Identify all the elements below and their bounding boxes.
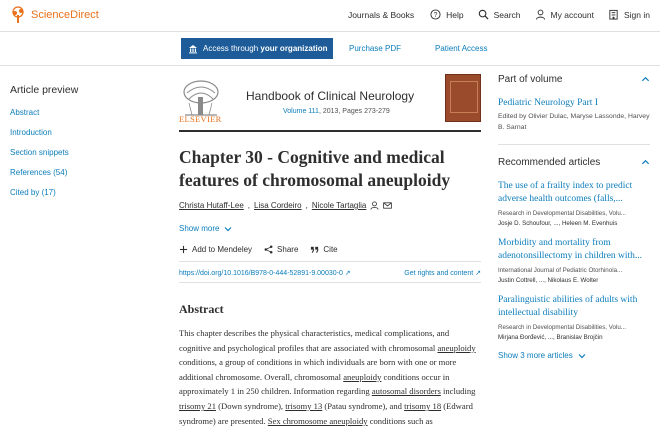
show-more-articles-label: Show 3 more articles xyxy=(498,351,573,360)
access-bar xyxy=(0,32,660,66)
journal-cover-image[interactable] xyxy=(445,74,481,122)
purchase-pdf-link[interactable]: Purchase PDF xyxy=(349,44,402,53)
nav-abstract[interactable]: Abstract xyxy=(10,108,40,117)
doi-link[interactable] xyxy=(179,269,351,277)
my-account-link[interactable] xyxy=(535,9,594,20)
author-name[interactable]: Nicole Tartaglia xyxy=(311,201,367,210)
recommended-title-link[interactable]: Paralinguistic abilities of adults with intellectual disability xyxy=(498,295,638,318)
volume-info xyxy=(283,108,390,115)
help-icon xyxy=(430,9,441,20)
plus-icon xyxy=(179,245,188,254)
cite-label: Cite xyxy=(323,245,338,254)
person-icon xyxy=(535,9,546,20)
nav-introduction[interactable]: Introduction xyxy=(10,128,52,137)
chevron-down-icon xyxy=(578,352,586,360)
recommended-journal: Research in Developmental Disabilities, Volu... xyxy=(498,210,626,217)
author-separator: , xyxy=(305,201,308,210)
nav-cited-by[interactable]: Cited by (17) xyxy=(10,188,56,197)
nav-section-snippets[interactable]: Section snippets xyxy=(10,148,69,157)
author-name[interactable]: Christa Hutaff-Lee xyxy=(179,201,244,210)
recommended-authors: Josje D. Schoufour, ..., Heleen M. Evenhuis xyxy=(498,220,618,227)
rights-link[interactable] xyxy=(404,269,481,277)
volume-editors: Edited by Olivier Dulac, Maryse Lassonde, Harvey B. Sarnat xyxy=(498,113,650,131)
recommended-articles-header[interactable] xyxy=(498,157,650,168)
volume-pages: , 2013, Pages 273-279 xyxy=(318,108,390,115)
recommended-item xyxy=(498,180,650,227)
cite-button[interactable] xyxy=(310,245,337,254)
search-label: Search xyxy=(493,9,521,20)
help-label: Help xyxy=(446,9,464,20)
rights-text: Get rights and content xyxy=(404,270,474,277)
sign-in-link[interactable] xyxy=(608,9,650,20)
external-link-icon: ↗ xyxy=(344,270,351,277)
journal-header xyxy=(179,74,481,132)
search-icon xyxy=(478,9,489,20)
external-link-icon: ↗ xyxy=(475,270,481,277)
share-button[interactable] xyxy=(264,245,298,254)
article-title: Chapter 30 - Cognitive and medical features of chromosomal aneuploidy xyxy=(179,147,451,190)
recommended-item xyxy=(498,237,650,284)
term-link[interactable]: trisomy 13 xyxy=(285,400,323,411)
journal-title[interactable]: Handbook of Clinical Neurology xyxy=(246,89,415,103)
doi-bar xyxy=(179,261,481,283)
patient-access-link[interactable]: Patient Access xyxy=(435,44,488,53)
add-to-mendeley-button[interactable] xyxy=(179,245,252,254)
recommended-authors: Mirjana Đorđević, ..., Branislav Brojčin xyxy=(498,334,603,341)
chevron-up-icon xyxy=(641,158,650,167)
search-link[interactable] xyxy=(478,9,521,20)
recommended-journal: International Journal of Pediatric Otorhinola... xyxy=(498,267,623,274)
share-icon xyxy=(264,245,273,254)
recommended-title-link[interactable]: Morbidity and mortality from adenotonsillectomy in children with... xyxy=(498,238,643,261)
sciencedirect-logo[interactable] xyxy=(10,6,99,24)
access-organization-button[interactable] xyxy=(181,38,333,59)
recommended-item xyxy=(498,294,650,341)
top-header xyxy=(0,0,660,32)
abstract-text: This chapter describes the physical characteristics, medical complications, and cognitive and psychological profiles that are associated with chromosomal aneuploidy conditions, a group of conditions in which individuals are born with one or more additional chromosome. Overall, chromosomal aneuploidy conditions occur in approximately 1 in 250 children. Information regarding autosomal disorders including trisomy 21 (Down syndrome), trisomy 13 (Patau syndrome), and trisomy 18 (Edward syndrome) are presented. Sex chromosome aneuploidy conditions such as xyxy=(179,328,476,426)
divider xyxy=(498,144,650,145)
term-link[interactable]: trisomy 18 xyxy=(404,400,442,411)
abstract-heading: Abstract xyxy=(179,302,224,316)
article-actions xyxy=(179,245,338,254)
author-name[interactable]: Lisa Cordeiro xyxy=(254,201,302,210)
term-link[interactable]: aneuploidy xyxy=(343,371,382,382)
quote-icon xyxy=(310,245,319,254)
part-of-volume-title: Part of volume xyxy=(498,74,563,85)
recommended-articles-title: Recommended articles xyxy=(498,157,601,168)
author-list xyxy=(179,201,392,210)
share-label: Share xyxy=(277,245,299,254)
my-account-label: My account xyxy=(550,9,594,20)
term-link[interactable]: trisomy 21 xyxy=(179,400,217,411)
access-label: Access through your organization xyxy=(203,44,328,53)
top-nav xyxy=(348,9,650,20)
envelope-icon[interactable] xyxy=(383,201,392,210)
brand-name: ScienceDirect xyxy=(31,9,99,21)
right-sidebar xyxy=(498,74,650,360)
journals-books-link[interactable]: Journals & Books xyxy=(347,9,415,20)
building-icon xyxy=(608,9,619,20)
elsevier-wordmark: ELSEVIER xyxy=(179,114,222,124)
institution-icon xyxy=(188,44,198,54)
svg-text:?: ? xyxy=(433,11,438,19)
term-link[interactable]: Sex chromosome aneuploidy xyxy=(267,415,368,426)
author-separator: , xyxy=(247,201,251,210)
recommended-journal: Research in Developmental Disabilities, Volu... xyxy=(498,324,626,331)
article-preview-title: Article preview xyxy=(10,84,79,96)
volume-link[interactable]: Volume 111 xyxy=(283,108,319,115)
nav-references[interactable]: References (54) xyxy=(10,168,68,177)
term-link[interactable]: aneuploidy xyxy=(437,342,476,353)
part-of-volume-header[interactable] xyxy=(498,74,650,85)
term-link[interactable]: autosomal disorders xyxy=(371,386,441,397)
article-preview-nav xyxy=(10,84,140,208)
chevron-up-icon xyxy=(641,75,650,84)
elsevier-tree-icon xyxy=(10,6,26,24)
show-more-label: Show more xyxy=(179,224,220,233)
sign-in-label: Sign in xyxy=(624,9,650,20)
recommended-authors: Justin Cottrell, ..., Nikolaus E. Wolter xyxy=(498,277,599,284)
chevron-down-icon xyxy=(224,225,232,233)
show-more-articles-button[interactable] xyxy=(498,351,650,360)
recommended-title-link[interactable]: The use of a frailty index to predict adverse health outcomes (falls,... xyxy=(498,181,633,204)
volume-title-link[interactable]: Pediatric Neurology Part I xyxy=(498,98,598,108)
show-more-toggle[interactable] xyxy=(179,224,232,233)
mendeley-label: Add to Mendeley xyxy=(192,245,253,254)
person-icon[interactable] xyxy=(370,201,379,210)
doi-text: https://doi.org/10.1016/B978-0-444-52891-9.00030-0 xyxy=(179,270,343,277)
help-link[interactable] xyxy=(430,9,463,20)
